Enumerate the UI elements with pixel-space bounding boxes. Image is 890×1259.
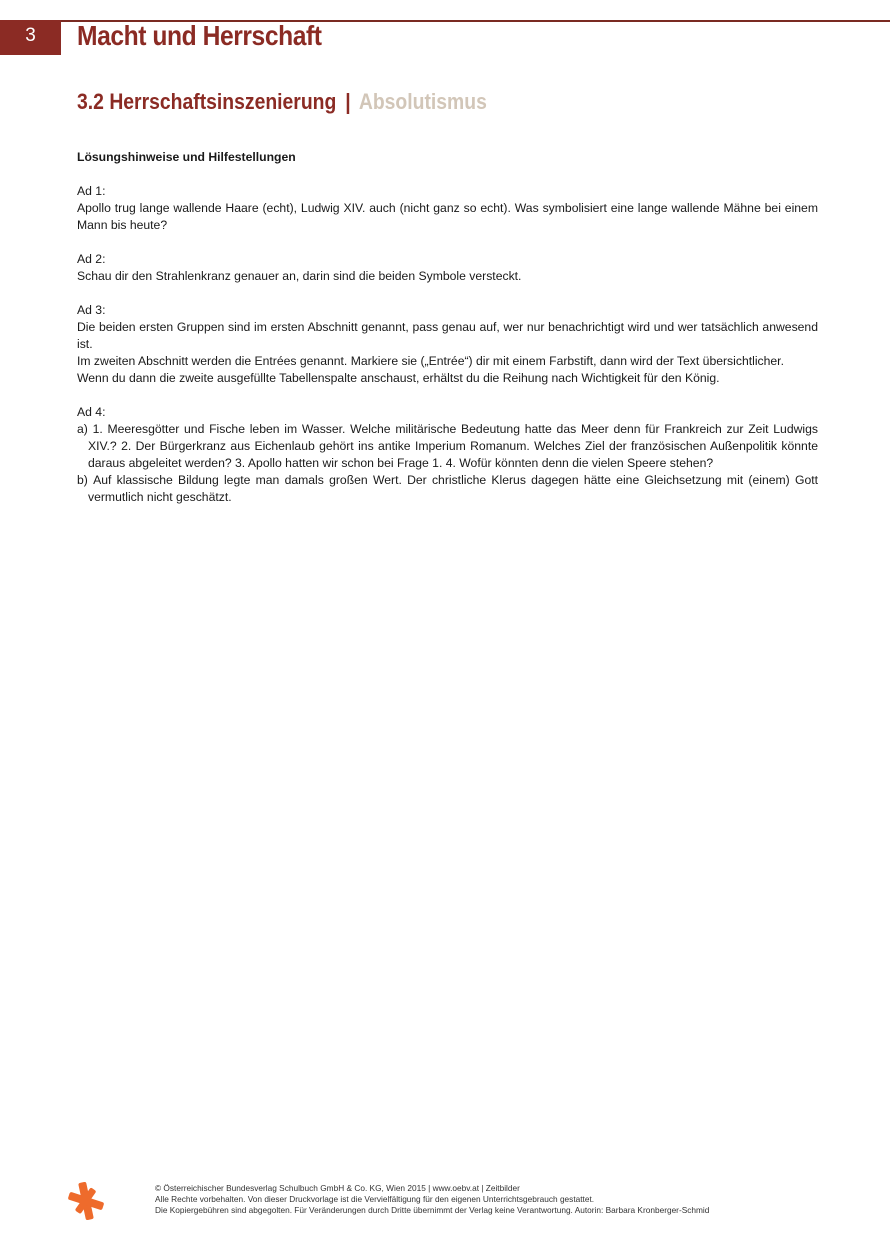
section-subtitle: Absolutismus [358, 89, 487, 114]
ad4-block [77, 404, 818, 506]
logo-asterisk-shape [68, 1182, 104, 1220]
section-number: 3.2 [77, 89, 104, 114]
footer-line-2: Alle Rechte vorbehalten. Von dieser Druckvorlage ist die Vervielfältigung für den eigenen Unterrichtsgebrauch gestattet. [155, 1194, 595, 1204]
ad4-item-a: a) 1. Meeresgötter und Fische leben im Wasser. Welche militärische Bedeutung hatte das Meer denn für Frankreich zur Zeit Ludwigs XIV.? 2. Der Bürgerkranz aus Eichenlaub gehört ins antike Imperium Romanum. Welches Ziel der französischen Außenpolitik könnte daraus abgeleitet werden? 3. Apollo hatten wir schon bei Frage 1. 4. Wofür könnten denn die vielen Speere stehen? [77, 422, 818, 470]
chapter-number-badge: 3 [0, 20, 61, 55]
ad2-label: Ad 2: [77, 252, 106, 266]
ad2-block [77, 251, 818, 285]
oebv-logo-icon [68, 1182, 104, 1220]
ad2-text: Schau dir den Strahlenkranz genauer an, darin sind die beiden Symbole versteckt. [77, 269, 522, 283]
ad3-label: Ad 3: [77, 303, 106, 317]
ad3-paragraph-3: Wenn du dann die zweite ausgefüllte Tabellenspalte anschaust, erhältst du die Reihung nach Wichtigkeit für den König. [77, 371, 720, 385]
footer-line-3: Die Kopiergebühren sind abgegolten. Für Veränderungen durch Dritte übernimmt der Verlag keine Verantwortung. Autorin: Barbara Kronberger-Schmid [155, 1205, 710, 1215]
section-title [77, 88, 487, 116]
ad1-block [77, 183, 818, 234]
ad4-label: Ad 4: [77, 405, 106, 419]
ad4-list [77, 421, 818, 506]
footer-copyright [155, 1183, 855, 1216]
section-main-title: Herrschaftsinszenierung [109, 89, 337, 114]
chapter-title: Macht und Herrschaft [77, 20, 322, 51]
solution-hints [77, 149, 818, 523]
ad4-item-b: b) Auf klassische Bildung legte man damals großen Wert. Der christliche Klerus dagegen hätte eine Gleichsetzung mit (einem) Gott vermutlich nicht geschätzt. [77, 473, 818, 504]
hints-heading: Lösungshinweise und Hilfestellungen [77, 150, 296, 164]
section-separator: | [345, 89, 351, 114]
ad3-paragraph-2: Im zweiten Abschnitt werden die Entrées genannt. Markiere sie („Entrée“) dir mit einem Farbstift, dann wird der Text übersichtlicher. [77, 354, 784, 368]
ad3-block [77, 302, 818, 387]
footer-line-1: © Österreichischer Bundesverlag Schulbuch GmbH & Co. KG, Wien 2015 | www.oebv.at | Zeitbilder [155, 1183, 520, 1193]
ad1-label: Ad 1: [77, 184, 106, 198]
ad1-text: Apollo trug lange wallende Haare (echt), Ludwig XIV. auch (nicht ganz so echt). Was symbolisiert eine lange wallende Mähne bei einem Mann bis heute? [77, 201, 818, 232]
ad3-paragraph-1: Die beiden ersten Gruppen sind im ersten Abschnitt genannt, pass genau auf, wer nur benachrichtigt wird und wer tatsächlich anwesend ist. [77, 320, 818, 351]
